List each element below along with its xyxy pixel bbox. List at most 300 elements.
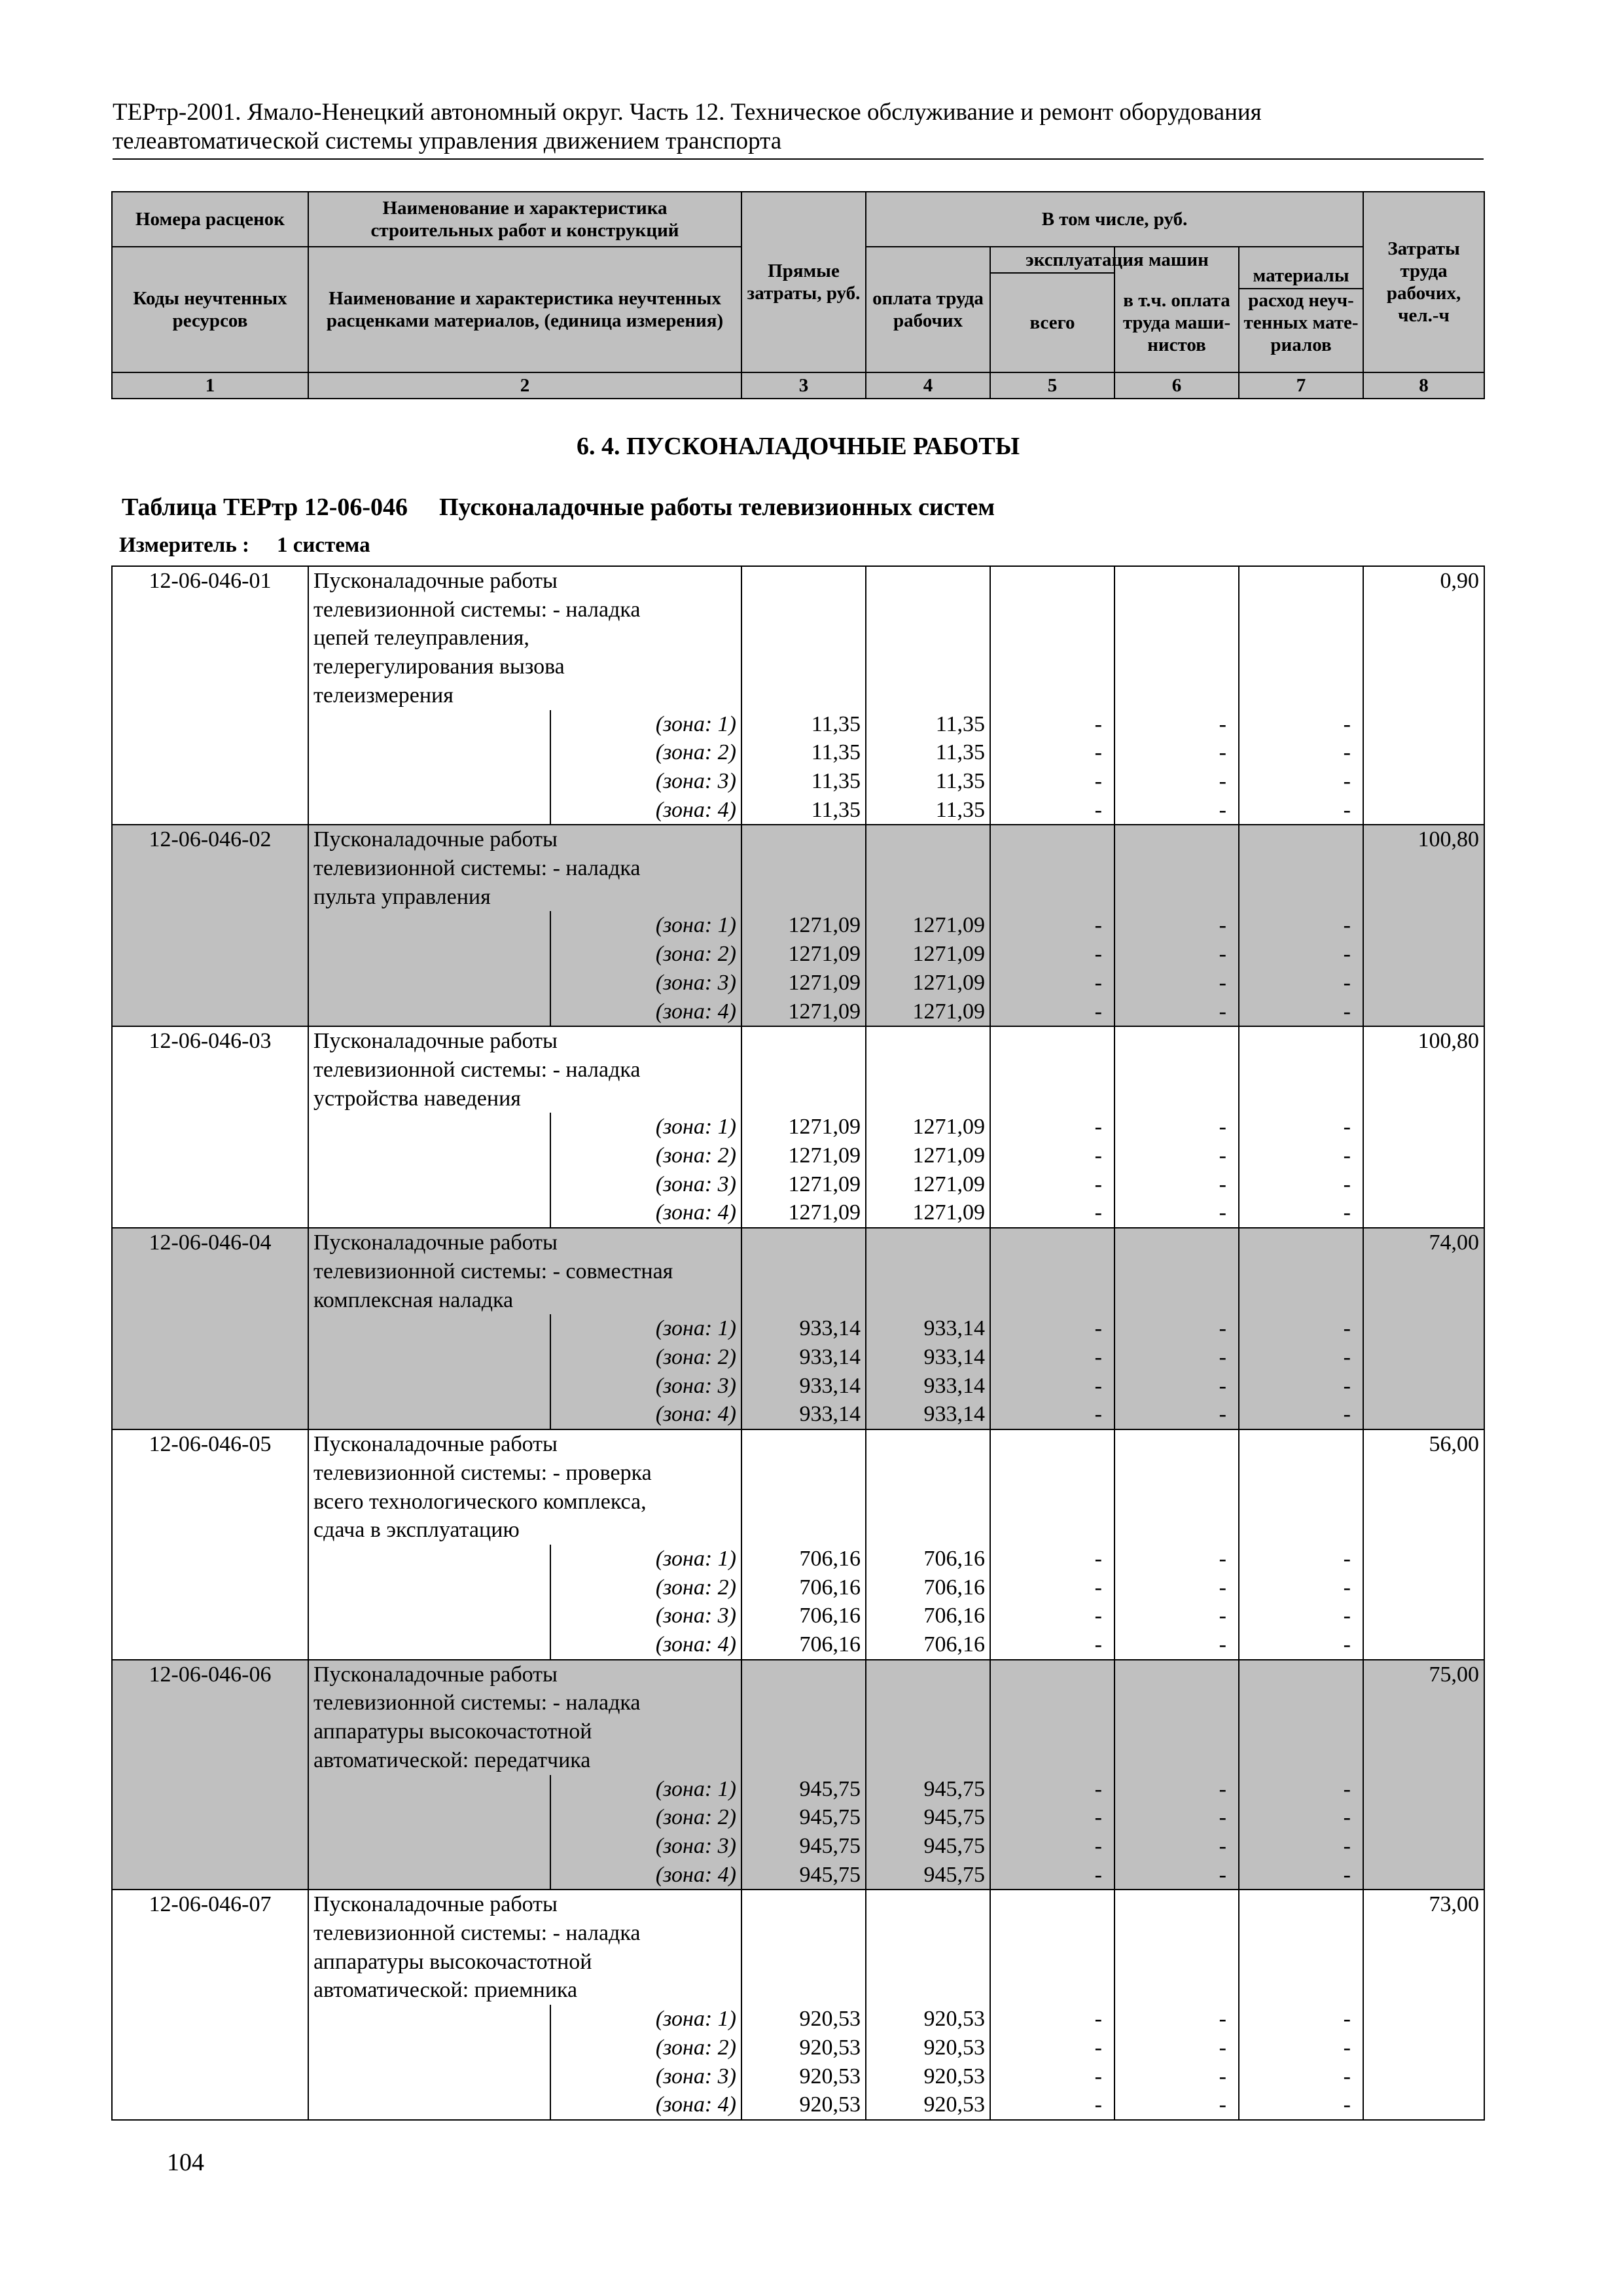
materials-empty [1239,854,1363,883]
direct-cost-empty [741,681,866,710]
zone-label: (зона: 1) [550,710,741,739]
materials-consumption: - [1239,1141,1363,1170]
table-row [112,1890,1484,1919]
machines-total: - [990,738,1115,767]
rate-code-empty [112,2090,308,2120]
machinists-empty [1115,1717,1239,1746]
rate-code-empty [112,1257,308,1286]
labor-cost-empty [1363,1056,1484,1085]
materials-consumption: - [1239,1170,1363,1199]
table-title-number: Таблица ТЕРтр 12-06-046 [122,493,408,521]
hdr-name-chars [308,192,741,247]
rate-code-empty [112,1343,308,1372]
machines-empty [990,1660,1115,1689]
zone-label: (зона: 1) [550,911,741,940]
machines-empty [990,1516,1115,1545]
work-name-line: комплексная наладка [308,1286,741,1315]
machinists-empty [1115,681,1239,710]
name-spacer [308,940,550,969]
wages-empty [866,1488,990,1516]
name-spacer [308,911,550,940]
zone-label: (зона: 4) [550,2090,741,2120]
rate-code-empty [112,1746,308,1775]
materials-consumption: - [1239,2005,1363,2034]
header-rule [113,158,1484,160]
table-row [112,1602,1484,1630]
machines-total: - [990,1602,1115,1630]
direct-cost-empty [741,1717,866,1746]
materials-consumption: - [1239,1832,1363,1861]
table-row [112,1803,1484,1832]
zone-label: (зона: 2) [550,1343,741,1372]
machines-empty [990,1056,1115,1085]
rate-code-empty [112,1689,308,1717]
direct-cost: 933,14 [741,1400,866,1429]
zone-label: (зона: 2) [550,940,741,969]
work-name-line: телевизионной системы: - наладка [308,854,741,883]
machinists-wages: - [1115,940,1239,969]
table-row [112,883,1484,912]
machinists-empty [1115,1459,1239,1488]
zone-label: (зона: 3) [550,1602,741,1630]
materials-consumption: - [1239,796,1363,825]
machinists-wages: - [1115,997,1239,1027]
machinists-empty [1115,825,1239,854]
direct-cost: 1271,09 [741,969,866,997]
table-row [112,1286,1484,1315]
wages-empty [866,825,990,854]
machines-total: - [990,911,1115,940]
rate-code-empty [112,710,308,739]
materials-empty [1239,1429,1363,1459]
table-row [112,1170,1484,1199]
hdr-materials-cell [1239,247,1363,372]
machinists-wages: - [1115,1630,1239,1660]
direct-cost-empty [741,1257,866,1286]
labor-cost-empty [1363,1170,1484,1199]
direct-cost: 11,35 [741,767,866,796]
table-row [112,1429,1484,1459]
work-name-line: автоматической: приемника [308,1976,741,2005]
rate-code-empty [112,1516,308,1545]
machines-empty [990,653,1115,681]
name-spacer [308,2062,550,2091]
wages: 933,14 [866,1372,990,1401]
materials-empty [1239,596,1363,624]
wages-empty [866,1228,990,1257]
hdr-name-chars-line2: строительных работ и конструкций [370,220,679,241]
name-spacer [308,1372,550,1401]
rate-code: 12-06-046-07 [112,1890,308,1919]
machines-empty [990,1257,1115,1286]
machinists-wages: - [1115,1372,1239,1401]
machines-empty [990,1976,1115,2005]
hdr-unaccounted-materials: расход неуч- тенных мате- риалов [1243,290,1359,355]
machines-empty [990,596,1115,624]
zone-label: (зона: 3) [550,969,741,997]
machines-total: - [990,1573,1115,1602]
table-row [112,1919,1484,1948]
wages-empty [866,1459,990,1488]
machinists-wages: - [1115,969,1239,997]
direct-cost: 945,75 [741,1861,866,1890]
wages: 920,53 [866,2090,990,2120]
materials-empty [1239,1257,1363,1286]
direct-cost-empty [741,1056,866,1085]
rate-code: 12-06-046-01 [112,566,308,596]
labor-cost-empty [1363,1832,1484,1861]
labor-cost-empty [1363,624,1484,653]
zone-label: (зона: 1) [550,1113,741,1141]
wages-empty [866,681,990,710]
zone-label: (зона: 2) [550,1573,741,1602]
wages: 11,35 [866,767,990,796]
direct-cost: 1271,09 [741,997,866,1027]
name-spacer [308,1545,550,1573]
direct-cost: 945,75 [741,1832,866,1861]
materials-consumption: - [1239,940,1363,969]
labor-cost-empty [1363,1488,1484,1516]
machinists-wages: - [1115,1861,1239,1890]
machines-empty [990,825,1115,854]
labor-cost-empty [1363,1372,1484,1401]
zone-label: (зона: 4) [550,997,741,1027]
labor-cost: 75,00 [1363,1660,1484,1689]
hdr-colnum-4: 4 [866,372,990,399]
machinists-wages: - [1115,2062,1239,2091]
direct-cost-empty [741,1085,866,1113]
machines-empty [990,1948,1115,1977]
materials-consumption: - [1239,1343,1363,1372]
labor-cost-empty [1363,1976,1484,2005]
labor-cost-empty [1363,1400,1484,1429]
machines-total: - [990,1141,1115,1170]
work-name-line: автоматической: передатчика [308,1746,741,1775]
wages: 1271,09 [866,1113,990,1141]
direct-cost-empty [741,1660,866,1689]
wages-empty [866,1976,990,2005]
direct-cost: 706,16 [741,1602,866,1630]
direct-cost: 945,75 [741,1803,866,1832]
direct-cost-empty [741,1689,866,1717]
table-row [112,825,1484,854]
machinists-wages: - [1115,1803,1239,1832]
table-row [112,1372,1484,1401]
materials-consumption: - [1239,1314,1363,1343]
table-row [112,796,1484,825]
hdr-labor-costs: Затраты труда рабочих, чел.-ч [1363,192,1484,372]
hdr-column-numbers [112,372,1484,399]
machines-total: - [990,940,1115,969]
table-row [112,653,1484,681]
direct-cost: 933,14 [741,1372,866,1401]
direct-cost-empty [741,1976,866,2005]
table-row [112,566,1484,596]
name-spacer [308,1141,550,1170]
machinists-empty [1115,1429,1239,1459]
materials-empty [1239,1660,1363,1689]
rate-code-empty [112,969,308,997]
rate-code-empty [112,1286,308,1315]
machines-total: - [990,1545,1115,1573]
name-spacer [308,2090,550,2120]
materials-consumption: - [1239,1775,1363,1804]
machinists-empty [1115,883,1239,912]
wages: 945,75 [866,1803,990,1832]
zone-label: (зона: 3) [550,1832,741,1861]
zone-label: (зона: 4) [550,1861,741,1890]
table-row [112,1026,1484,1056]
direct-cost: 1271,09 [741,1170,866,1199]
hdr-including: В том числе, руб. [866,192,1363,247]
machines-empty [990,1919,1115,1948]
table-row [112,1832,1484,1861]
table-title-name: Пусконаладочные работы телевизионных систем [439,493,995,521]
materials-empty [1239,1516,1363,1545]
name-spacer [308,1832,550,1861]
machinists-wages: - [1115,2005,1239,2034]
rate-code-empty [112,2062,308,2091]
hdr-colnum-7: 7 [1239,372,1363,399]
materials-empty [1239,825,1363,854]
rate-code-empty [112,1775,308,1804]
page-number: 104 [167,2149,204,2176]
labor-cost-empty [1363,2005,1484,2034]
materials-consumption: - [1239,1573,1363,1602]
table-title [122,493,995,522]
wages-empty [866,854,990,883]
name-spacer [308,767,550,796]
wages-empty [866,1948,990,1977]
machines-total: - [990,1803,1115,1832]
name-spacer [308,997,550,1027]
rate-code-empty [112,596,308,624]
machines-empty [990,1717,1115,1746]
work-name-line: всего технологического комплекса, [308,1488,741,1516]
machines-total: - [990,1170,1115,1199]
labor-cost-empty [1363,1314,1484,1343]
machines-total: - [990,1400,1115,1429]
name-spacer [308,738,550,767]
wages: 945,75 [866,1775,990,1804]
materials-empty [1239,653,1363,681]
materials-empty [1239,1746,1363,1775]
machinists-empty [1115,566,1239,596]
direct-cost: 11,35 [741,796,866,825]
materials-empty [1239,883,1363,912]
table-row [112,2005,1484,2034]
rate-code-empty [112,1113,308,1141]
machinists-empty [1115,1228,1239,1257]
wages: 933,14 [866,1343,990,1372]
rate-code-empty [112,681,308,710]
work-name-line: телерегулирования вызова [308,653,741,681]
measure-label: Измеритель : [119,533,250,557]
hdr-direct-costs: Прямые затраты, руб. [741,192,866,372]
wages-empty [866,566,990,596]
machines-empty [990,1890,1115,1919]
materials-empty [1239,1689,1363,1717]
materials-empty [1239,624,1363,653]
table-row [112,1630,1484,1660]
work-name-line: устройства наведения [308,1085,741,1113]
labor-cost-empty [1363,796,1484,825]
rate-code-empty [112,1545,308,1573]
zone-label: (зона: 2) [550,1803,741,1832]
work-name-line: Пусконаладочные работы [308,1026,741,1056]
table-row [112,940,1484,969]
machinists-empty [1115,1488,1239,1516]
measure-unit [119,533,370,558]
labor-cost-empty [1363,596,1484,624]
table-row [112,911,1484,940]
machines-total: - [990,1198,1115,1228]
machines-total: - [990,1630,1115,1660]
direct-cost: 933,14 [741,1314,866,1343]
rate-code-empty [112,997,308,1027]
rate-code: 12-06-046-04 [112,1228,308,1257]
work-name-line: сдача в эксплуатацию [308,1516,741,1545]
labor-cost-empty [1363,653,1484,681]
machines-empty [990,1286,1115,1315]
machines-empty [990,883,1115,912]
materials-empty [1239,1228,1363,1257]
materials-empty [1239,1717,1363,1746]
machinists-wages: - [1115,1198,1239,1228]
machinists-empty [1115,1257,1239,1286]
machinists-wages: - [1115,1545,1239,1573]
machines-total: - [990,1343,1115,1372]
zone-label: (зона: 3) [550,1170,741,1199]
machinists-empty [1115,1890,1239,1919]
direct-cost-empty [741,596,866,624]
machines-empty [990,854,1115,883]
machines-empty [990,1429,1115,1459]
machines-total: - [990,1775,1115,1804]
measure-value: 1 система [277,533,370,557]
machinists-empty [1115,1085,1239,1113]
work-name-line: телевизионной системы: - наладка [308,1919,741,1948]
wages: 1271,09 [866,1198,990,1228]
table-row [112,1746,1484,1775]
machines-total: - [990,1372,1115,1401]
zone-label: (зона: 2) [550,1141,741,1170]
machinists-wages: - [1115,767,1239,796]
labor-cost-empty [1363,1545,1484,1573]
table-row [112,1861,1484,1890]
materials-consumption: - [1239,1602,1363,1630]
rate-code-empty [112,1602,308,1630]
machinists-wages: - [1115,911,1239,940]
materials-consumption: - [1239,738,1363,767]
direct-cost: 706,16 [741,1545,866,1573]
machinists-wages: - [1115,1775,1239,1804]
hdr-machines-total: всего [1029,312,1075,333]
table-row [112,1141,1484,1170]
direct-cost-empty [741,1516,866,1545]
direct-cost-empty [741,566,866,596]
machines-empty [990,1689,1115,1717]
machines-total: - [990,1113,1115,1141]
wages-empty [866,1286,990,1315]
hdr-colnum-2: 2 [308,372,741,399]
materials-empty [1239,566,1363,596]
labor-cost-empty [1363,1085,1484,1113]
materials-consumption: - [1239,767,1363,796]
hdr-colnum-1: 1 [112,372,308,399]
direct-cost-empty [741,1890,866,1919]
labor-cost-empty [1363,940,1484,969]
wages: 945,75 [866,1832,990,1861]
wages-empty [866,1890,990,1919]
rate-code-empty [112,1488,308,1516]
materials-empty [1239,1919,1363,1948]
work-name-line: Пусконаладочные работы [308,1660,741,1689]
rate-code-empty [112,624,308,653]
hdr-colnum-8: 8 [1363,372,1484,399]
hdr-name-chars-line1: Наименование и характеристика [382,198,668,219]
rate-code: 12-06-046-06 [112,1660,308,1689]
wages-empty [866,1026,990,1056]
labor-cost: 100,80 [1363,1026,1484,1056]
table-row [112,1775,1484,1804]
labor-cost-empty [1363,1775,1484,1804]
direct-cost-empty [741,653,866,681]
table-row [112,969,1484,997]
labor-cost-empty [1363,767,1484,796]
direct-cost: 1271,09 [741,1198,866,1228]
wages: 1271,09 [866,1141,990,1170]
labor-cost-empty [1363,1948,1484,1977]
name-spacer [308,1198,550,1228]
wages: 1271,09 [866,969,990,997]
labor-cost-empty [1363,1343,1484,1372]
machinists-wages: - [1115,1573,1239,1602]
hdr-codes: Коды неучтенных ресурсов [112,247,308,372]
machines-empty [990,566,1115,596]
name-spacer [308,1861,550,1890]
table-row [112,596,1484,624]
table-row [112,1573,1484,1602]
materials-consumption: - [1239,1372,1363,1401]
wages-empty [866,624,990,653]
machinists-wages: - [1115,1602,1239,1630]
direct-cost-empty [741,854,866,883]
materials-consumption: - [1239,1198,1363,1228]
rate-code: 12-06-046-03 [112,1026,308,1056]
materials-consumption: - [1239,1630,1363,1660]
zone-label: (зона: 2) [550,2034,741,2062]
name-spacer [308,1630,550,1660]
direct-cost-empty [741,624,866,653]
hdr-materials: материалы [1240,263,1363,289]
table-row [112,1257,1484,1286]
wages: 933,14 [866,1400,990,1429]
machinists-empty [1115,1976,1239,2005]
rate-code-empty [112,1948,308,1977]
rate-code-empty [112,767,308,796]
materials-empty [1239,681,1363,710]
name-spacer [308,796,550,825]
labor-cost-empty [1363,710,1484,739]
labor-cost: 74,00 [1363,1228,1484,1257]
table-row [112,854,1484,883]
labor-cost-empty [1363,997,1484,1027]
rate-code-empty [112,1832,308,1861]
hdr-name-unaccounted: Наименование и характеристика неучтенных расценками материалов, (единица измерения) [308,247,741,372]
machinists-wages: - [1115,1343,1239,1372]
labor-cost-empty [1363,681,1484,710]
